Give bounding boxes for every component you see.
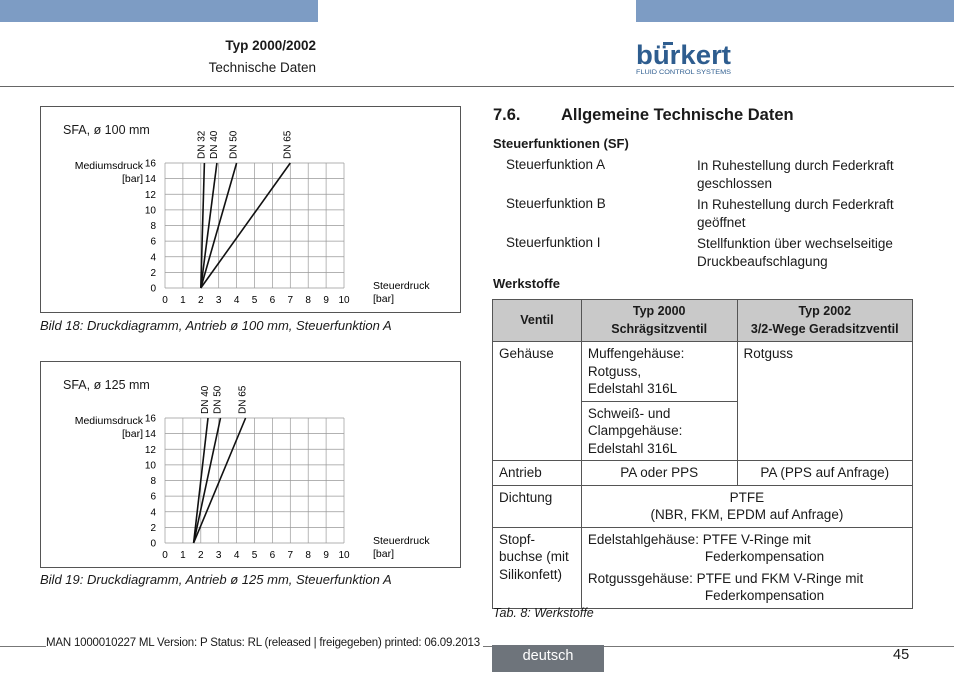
materials-heading: Werkstoffe [493, 276, 560, 291]
x-tick-label: 5 [251, 295, 258, 306]
y-axis-label: Mediumsdruck [74, 160, 143, 172]
stopf-line: Federkompensation [704, 549, 825, 564]
x-tick-label: 5 [251, 550, 258, 561]
language-tab: deutsch [492, 645, 604, 672]
table-cell: Stopf- buchse (mit Silikonfett) [493, 527, 582, 608]
materials-table [492, 299, 913, 609]
x-tick-label: 1 [180, 550, 186, 561]
x-axis-label: Steuerdruck [373, 535, 430, 547]
sf-label-i: Steuerfunktion I [506, 235, 601, 250]
x-tick-label: 4 [233, 550, 240, 561]
series-label: DN 50 [228, 130, 240, 159]
table-header: Typ 2000 Schrägsitzventil [581, 300, 737, 342]
y-tick-label: 0 [150, 538, 156, 550]
section-number: 7.6. [493, 106, 521, 124]
section-heading: Allgemeine Technische Daten [561, 106, 794, 124]
table-cell: PTFE (NBR, FKM, EPDM auf Anfrage) [581, 485, 912, 527]
table-cell [581, 527, 912, 608]
table-cell: Antrieb [493, 461, 582, 486]
x-axis-unit: [bar] [373, 293, 395, 305]
y-tick-label: 6 [150, 491, 156, 503]
sf-desc-i: Stellfunktion über wechselseitige Druckbeaufschlagung [697, 236, 893, 269]
y-tick-label: 14 [144, 174, 156, 186]
chart-sfa-100 [41, 107, 460, 312]
x-tick-label: 9 [323, 550, 329, 561]
sf-label-a: Steuerfunktion A [506, 157, 606, 172]
table-cell: Gehäuse [493, 342, 582, 461]
x-tick-label: 0 [162, 550, 168, 561]
table-row [493, 527, 913, 608]
figure-18-frame [40, 106, 461, 313]
sf-label-b: Steuerfunktion B [506, 196, 606, 211]
x-axis-unit: [bar] [373, 548, 395, 560]
section-title [493, 106, 794, 125]
x-tick-label: 2 [198, 295, 204, 306]
buerkert-logo [636, 40, 732, 76]
table-cell: Rotguss [737, 342, 912, 461]
x-tick-label: 3 [215, 550, 222, 561]
y-tick-label: 10 [144, 205, 156, 217]
chart-title: SFA, ø 100 mm [63, 123, 150, 137]
y-tick-label: 16 [144, 413, 156, 425]
y-tick-label: 2 [150, 522, 156, 534]
y-tick-label: 12 [144, 189, 156, 201]
y-axis-unit: [bar] [121, 428, 143, 440]
x-tick-label: 3 [215, 295, 222, 306]
x-tick-label: 1 [180, 295, 186, 306]
logo-wordmark: bürkert [636, 40, 732, 70]
series-label: DN 40 [199, 385, 211, 414]
y-tick-label: 0 [150, 283, 156, 295]
series-label: DN 65 [282, 130, 294, 159]
x-tick-label: 7 [287, 295, 294, 306]
y-tick-label: 2 [150, 267, 156, 279]
figure-19-caption: Bild 19: Druckdiagramm, Antrieb ø 125 mm, Steuerfunktion A [40, 572, 392, 587]
table-row [493, 461, 913, 486]
y-tick-label: 6 [150, 236, 156, 248]
y-axis-label: Mediumsdruck [74, 415, 143, 427]
y-tick-label: 4 [150, 252, 156, 264]
sf-heading: Steuerfunktionen (SF) [493, 136, 629, 151]
y-tick-label: 8 [150, 221, 156, 232]
y-tick-label: 10 [144, 460, 156, 472]
table-cell: Schweiß- und Clampgehäuse: Edelstahl 316L [581, 401, 737, 461]
series-label: DN 40 [208, 130, 220, 159]
table-cell: PA oder PPS [581, 461, 737, 486]
table-header-row [493, 300, 913, 342]
y-tick-label: 16 [144, 158, 156, 170]
footer-meta: MAN 1000010227 ML Version: P Status: RL (released | freigegeben) printed: 06.09.2013 [46, 637, 483, 649]
y-tick-label: 4 [150, 507, 156, 519]
table-row [493, 485, 913, 527]
table-caption: Tab. 8: Werkstoffe [493, 606, 594, 620]
x-tick-label: 2 [198, 550, 204, 561]
sf-desc-a: In Ruhestellung durch Federkraft geschlossen [697, 158, 894, 191]
chart-sfa-125 [41, 362, 460, 567]
x-axis-label: Steuerdruck [373, 280, 430, 292]
series-label: DN 50 [212, 385, 224, 414]
y-axis-unit: [bar] [121, 173, 143, 185]
figure-18-caption: Bild 18: Druckdiagramm, Antrieb ø 100 mm, Steuerfunktion A [40, 318, 392, 333]
figure-19-frame [40, 361, 461, 568]
document-type: Typ 2000/2002 [225, 38, 316, 53]
series-label: DN 65 [237, 385, 249, 414]
chart-title: SFA, ø 125 mm [63, 378, 150, 392]
x-tick-label: 0 [162, 295, 168, 306]
x-tick-label: 8 [305, 295, 311, 306]
header-rule [0, 86, 954, 87]
header-bar-left [0, 0, 318, 22]
document-subtitle: Technische Daten [208, 60, 316, 75]
table-header: Ventil [493, 300, 582, 342]
series-label: DN 32 [196, 130, 208, 159]
logo-tagline: FLUID CONTROL SYSTEMS [636, 69, 731, 76]
stopf-line: Federkompensation [704, 588, 825, 603]
stopf-line: Rotgussgehäuse: PTFE und FKM V-Ringe mit [587, 570, 864, 586]
sf-desc-b: In Ruhestellung durch Federkraft geöffnet [697, 197, 894, 230]
table-header: Typ 2002 3/2-Wege Geradsitzventil [737, 300, 912, 342]
y-tick-label: 12 [144, 444, 156, 456]
table-cell: PA (PPS auf Anfrage) [737, 461, 912, 486]
table-row [493, 342, 913, 402]
y-tick-label: 14 [144, 429, 156, 441]
x-tick-label: 6 [269, 295, 276, 306]
x-tick-label: 6 [269, 550, 276, 561]
table-cell: Muffengehäuse: Rotguss, Edelstahl 316L [581, 342, 737, 402]
x-tick-label: 10 [338, 295, 350, 306]
stopf-line: Edelstahlgehäuse: PTFE V-Ringe mit [587, 531, 811, 547]
x-tick-label: 8 [305, 550, 311, 561]
header-bar-right [636, 0, 954, 22]
x-tick-label: 7 [287, 550, 294, 561]
table-cell: Dichtung [493, 485, 582, 527]
y-tick-label: 8 [150, 476, 156, 487]
x-tick-label: 10 [338, 550, 350, 561]
x-tick-label: 4 [233, 295, 240, 306]
x-tick-label: 9 [323, 295, 329, 306]
page-number: 45 [893, 647, 910, 663]
